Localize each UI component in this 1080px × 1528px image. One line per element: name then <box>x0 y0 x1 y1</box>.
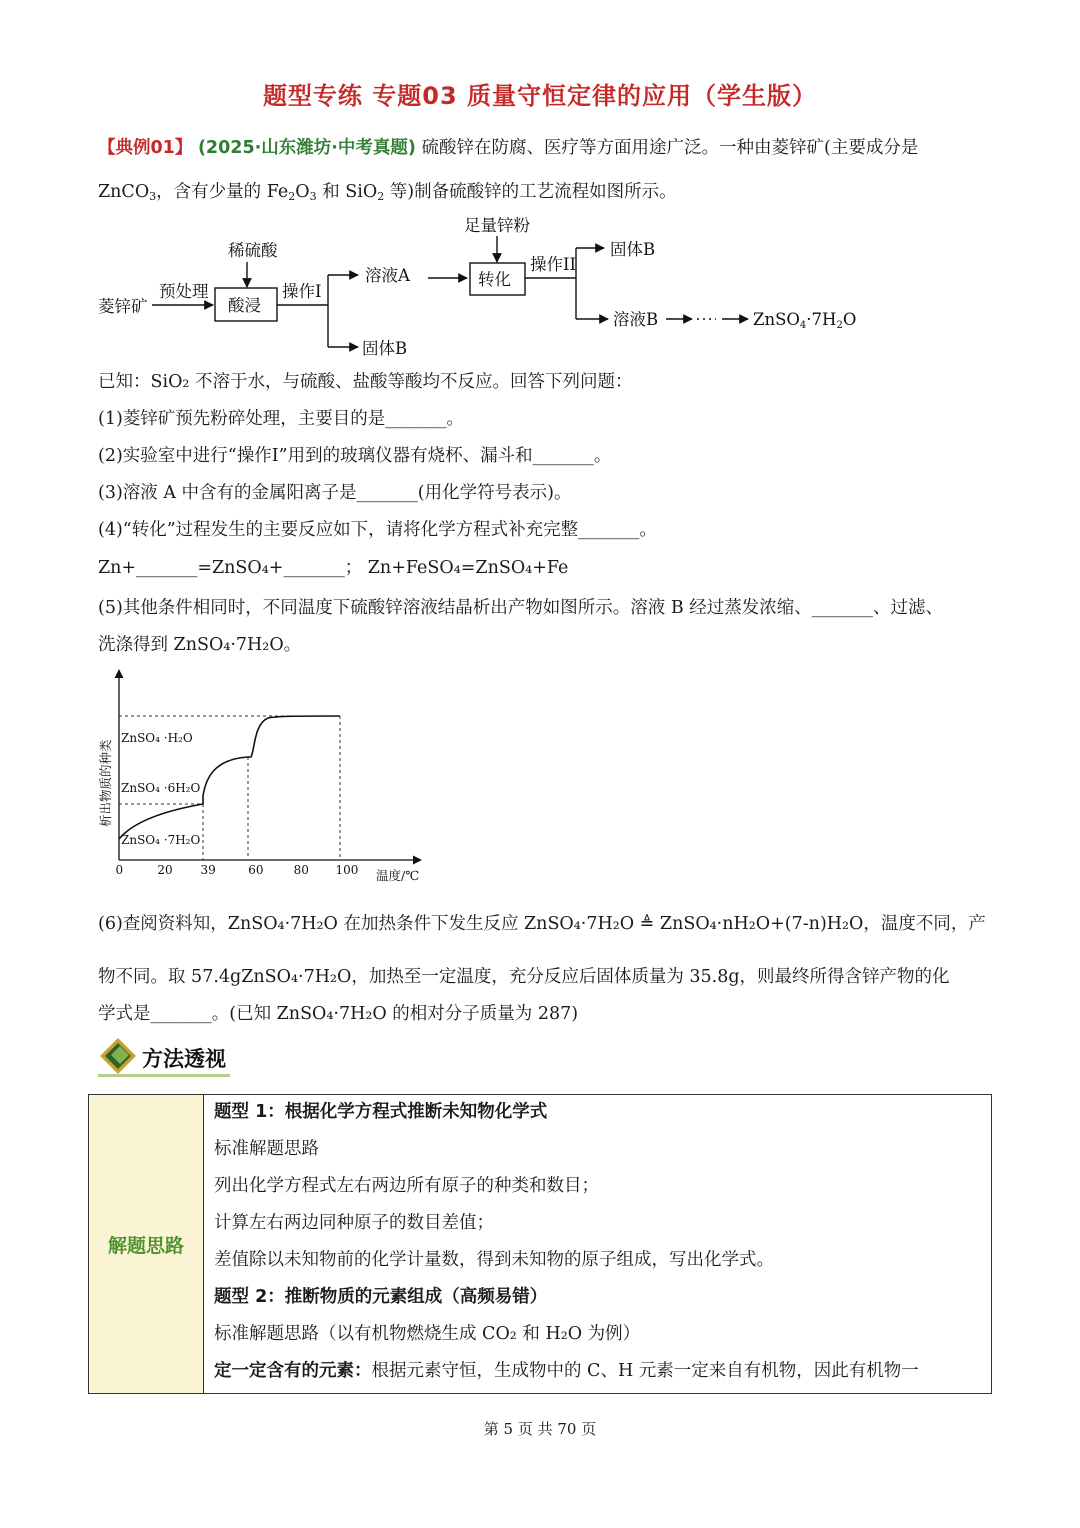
method-section-heading <box>98 1036 298 1080</box>
flow-solidB-top: 固体B <box>610 240 656 259</box>
page-title: 题型专练 专题03 质量守恒定律的应用（学生版） <box>262 82 818 110</box>
method-heading-underline <box>98 1074 230 1077</box>
x-tick-label: 80 <box>293 863 309 877</box>
flow-op2: 操作II <box>530 255 577 274</box>
example-intro-line2: ZnCO$_3$，含有少量的 $Fe_2O_3$ 和 SiO$_2$ 等)制备硫酸锌的工艺流程如图所示。 <box>98 182 677 203</box>
page-footer: 第 5 页 共 70 页 <box>483 1420 597 1438</box>
question-5-line1: (5)其他条件相同时，不同温度下硫酸锌溶液结晶析出产物如图所示。溶液 B 经过蒸发浓缩、_______、过滤、 <box>98 598 944 618</box>
method-row: 标准解题思路 <box>214 1139 319 1159</box>
example-tag: 【典例01】 <box>98 138 193 158</box>
known-text: 已知：SiO₂ 不溶于水，与硫酸、盐酸等酸均不反应。回答下列问题： <box>98 372 633 392</box>
method-row: 题型 1：根据化学方程式推断未知物化学式 <box>214 1102 548 1122</box>
flow-op1: 操作I <box>282 282 322 301</box>
flow-leach: 酸浸 <box>228 296 261 315</box>
x-tick-label: 100 <box>335 863 359 877</box>
method-row: 标准解题思路（以有机物燃烧生成 CO₂ 和 H₂O 为例） <box>214 1324 641 1344</box>
process-flow-diagram <box>0 208 1080 368</box>
question-4: (4)“转化”过程发生的主要反应如下，请将化学方程式补充完整_______。 <box>98 520 657 540</box>
method-table <box>88 1094 992 1394</box>
method-row: 题型 2：推断物质的元素组成（高频易错） <box>214 1287 548 1307</box>
y-axis-label: 析出物质的种类 <box>98 739 113 827</box>
method-row: 差值除以未知物前的化学计量数，得到未知物的原子组成，写出化学式。 <box>214 1250 774 1270</box>
method-left-label: 解题思路 <box>89 1095 204 1394</box>
label-H2O-6: ZnSO₄ ·6H₂O <box>121 781 201 795</box>
question-4-equation: Zn+_______=ZnSO₄+_______； Zn+FeSO₄=ZnSO₄+Fe <box>98 558 569 578</box>
example-intro-line1 <box>98 136 918 160</box>
flow-raw: 菱锌矿 <box>98 297 148 316</box>
question-2: (2)实验室中进行“操作I”用到的玻璃仪器有烧杯、漏斗和_______。 <box>98 446 612 466</box>
method-content <box>204 1095 992 1394</box>
flow-pretreat: 预处理 <box>159 282 209 301</box>
method-row-last: 定一定含有的元素：根据元素守恒，生成物中的 C、H 元素一定来自有机物，因此有机物一 <box>214 1361 919 1381</box>
question-1: (1)菱锌矿预先粉碎处理，主要目的是_______。 <box>98 409 465 429</box>
flow-product: ZnSO4·7H2O <box>753 310 857 331</box>
question-6-line3: 学式是_______。(已知 ZnSO₄·7H₂O 的相对分子质量为 287) <box>98 1004 579 1024</box>
method-row: 列出化学方程式左右两边所有原子的种类和数目； <box>214 1176 599 1196</box>
flow-acid: 稀硫酸 <box>228 241 278 260</box>
method-heading-text: 方法透视 <box>142 1047 226 1071</box>
flow-solB: 溶液B <box>613 310 659 329</box>
flow-zinc: 足量锌粉 <box>464 216 530 235</box>
x-axis-label: 温度/℃ <box>376 868 420 883</box>
flow-solidB-bottom: 固体B <box>362 339 408 358</box>
crystallization-chart <box>88 664 448 890</box>
x-tick-label: 39 <box>200 863 216 877</box>
x-tick-label: 20 <box>157 863 173 877</box>
x-tick-label: 0 <box>115 863 124 877</box>
question-6-line1: (6)查阅资料知，ZnSO₄·7H₂O 在加热条件下发生反应 ZnSO₄·7H₂O ≜ ZnSO₄·nH₂O+(7-n)H₂O，温度不同，产 <box>98 914 986 934</box>
flow-convert: 转化 <box>478 270 511 289</box>
question-6-line2: 物不同。取 57.4gZnSO₄·7H₂O，加热至一定温度，充分反应后固体质量为 35.8g，则最终所得含锌产物的化 <box>98 967 950 987</box>
x-tick-label: 60 <box>248 863 264 877</box>
example-source: (2025·山东潍坊·中考真题) <box>197 138 416 158</box>
diamond-icon <box>98 1036 138 1076</box>
label-H2O-7: ZnSO₄ ·7H₂O <box>121 833 201 847</box>
example-intro-text: 硫酸锌在防腐、医疗等方面用途广泛。一种由菱锌矿(主要成分是 <box>421 138 919 158</box>
question-5-line2: 洗涤得到 ZnSO₄·7H₂O。 <box>98 635 302 655</box>
question-3: (3)溶液 A 中含有的金属阳离子是_______(用化学符号表示)。 <box>98 483 572 503</box>
flow-solA: 溶液A <box>365 266 410 285</box>
method-row: 计算左右两边同种原子的数目差值； <box>214 1213 494 1233</box>
label-H2O-1: ZnSO₄ ·H₂O <box>121 731 193 745</box>
